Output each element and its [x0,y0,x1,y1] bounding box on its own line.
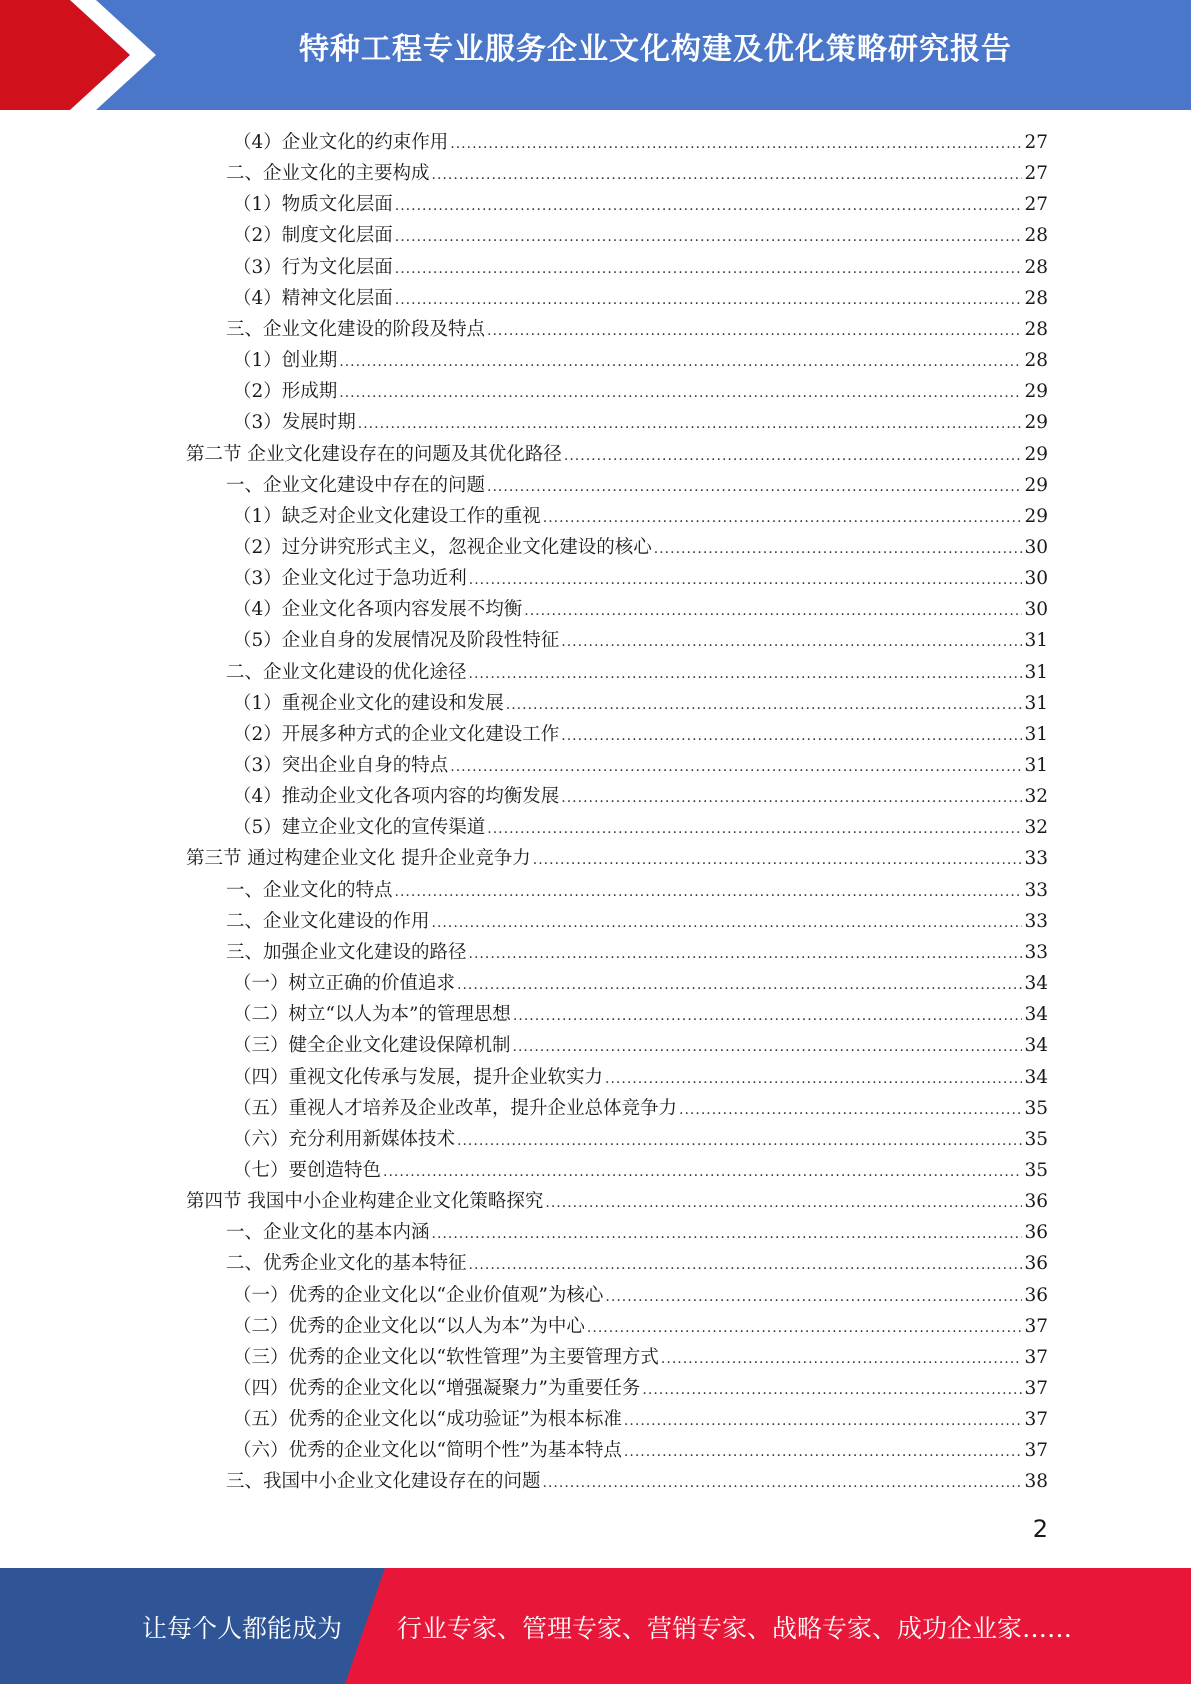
toc-leader-dots [432,1217,1023,1250]
toc-entry[interactable] [226,1248,1048,1279]
toc-leader-dots [450,750,1022,783]
toc-entry-page: 29 [1024,474,1048,496]
toc-leader-dots [533,843,1023,876]
toc-leader-dots [543,501,1023,534]
toc-entry-page: 30 [1024,568,1048,590]
toc-entry-title: （3）突出企业自身的特点 [233,755,449,776]
toc-entry[interactable] [233,688,1048,719]
toc-entry-page: 33 [1024,910,1048,932]
toc-entry-page: 28 [1024,350,1048,372]
toc-entry[interactable] [186,843,1048,874]
toc-entry-page: 28 [1024,287,1048,309]
toc-entry-title: （1）缺乏对企业文化建设工作的重视 [233,505,541,527]
toc-entry[interactable] [233,127,1048,158]
toc-entry-page: 28 [1024,318,1048,340]
toc-leader-dots [642,1373,1022,1406]
toc-leader-dots [469,657,1023,690]
toc-entry-title: （2）制度文化层面 [233,225,393,247]
toc-entry-page: 36 [1024,1191,1048,1213]
toc-entry-page: 37 [1024,1409,1048,1431]
toc-leader-dots [450,127,1022,160]
toc-leader-dots [339,376,1022,409]
toc-entry-title: （2）形成期 [233,381,338,403]
toc-entry-page: 31 [1024,630,1048,652]
toc-leader-dots [432,906,1023,939]
toc-entry-title: （三）健全企业文化建设保障机制 [233,1035,511,1057]
toc-entry-title: （六）优秀的企业文化以“简明个性”为基本特点 [233,1440,622,1462]
toc-entry-page: 31 [1024,755,1048,776]
toc-entry[interactable] [233,1124,1048,1155]
toc-entry-title: （七）要创造特色 [233,1159,382,1181]
toc-entry-page: 37 [1024,1315,1048,1337]
toc-entry-page: 35 [1024,1159,1048,1181]
toc-leader-dots [339,345,1022,378]
toc-leader-dots [487,314,1022,347]
toc-entry[interactable] [233,407,1048,438]
toc-entry-page: 35 [1024,1128,1048,1150]
toc-entry-title: （3）发展时期 [233,412,356,434]
page-footer [0,1568,1191,1684]
toc-leader-dots [395,220,1023,253]
toc-entry-page: 31 [1024,661,1048,683]
toc-entry-title: 一、企业文化建设中存在的问题 [226,474,486,496]
toc-entry[interactable] [226,1466,1048,1497]
toc-entry-page: 34 [1024,973,1048,995]
toc-entry-title: （二）树立“以人为本”的管理思想 [233,1004,511,1026]
toc-leader-dots [395,283,1023,316]
toc-entry[interactable] [226,1217,1048,1248]
toc-entry-page: 29 [1024,381,1048,403]
toc-entry[interactable] [226,314,1048,345]
toc-entry-page: 33 [1024,848,1048,870]
toc-leader-dots [561,625,1022,658]
toc-entry-page: 36 [1024,1284,1048,1306]
toc-entry-title: （2）过分讲究形式主义，忽视企业文化建设的核心 [233,536,652,558]
toc-entry-page: 31 [1024,723,1048,745]
toc-entry-page: 27 [1024,163,1048,185]
toc-entry-title: （五）优秀的企业文化以“成功验证”为根本标准 [233,1409,622,1431]
toc-entry-title: （一）树立正确的价值追求 [233,973,456,995]
toc-entry[interactable] [233,283,1048,314]
toc-leader-dots [513,999,1023,1032]
toc-entry-page: 33 [1024,879,1048,901]
toc-entry-title: 第三节 通过构建企业文化 提升企业竞争力 [186,848,531,870]
toc-entry-page: 29 [1024,412,1048,434]
toc-entry-title: （4）企业文化的约束作用 [233,132,449,153]
toc-entry-title: （二）优秀的企业文化以“以人为本”为中心 [233,1315,585,1337]
toc-entry[interactable] [233,625,1048,656]
toc-entry[interactable] [233,345,1048,376]
toc-leader-dots [605,1062,1022,1095]
toc-entry[interactable] [233,594,1048,625]
toc-leader-dots [457,1124,1022,1157]
toc-entry-page: 32 [1024,817,1048,839]
toc-entry-title: 二、优秀企业文化的基本特征 [226,1253,467,1275]
report-title: 特种工程专业服务企业文化构建及优化策略研究报告 [299,32,1012,67]
toc-entry-title: （5）企业自身的发展情况及阶段性特征 [233,630,560,652]
toc-entry-title: 第二节 企业文化建设存在的问题及其优化路径 [186,443,562,465]
toc-leader-dots [605,1280,1022,1313]
toc-entry-title: （4）企业文化各项内容发展不均衡 [233,599,523,621]
toc-entry-page: 37 [1024,1378,1048,1399]
toc-entry-title: （一）优秀的企业文化以“企业价值观”为核心 [233,1284,604,1306]
toc-leader-dots [624,1435,1023,1468]
toc-entry-title: 一、企业文化的特点 [226,879,393,901]
toc-entry[interactable] [233,781,1048,812]
toc-entry[interactable] [233,501,1048,532]
page-number: 2 [1032,1515,1048,1543]
toc-entry[interactable] [226,657,1048,688]
toc-entry[interactable] [233,1342,1048,1373]
toc-leader-dots [487,812,1022,845]
toc-entry[interactable] [186,1186,1048,1217]
toc-entry-title: （4）推动企业文化各项内容的均衡发展 [233,786,560,808]
toc-leader-dots [395,875,1023,908]
toc-entry[interactable] [226,875,1048,906]
toc-entry-title: （1）创业期 [233,350,338,372]
toc-leader-dots [661,1342,1023,1375]
toc-leader-dots [679,1093,1022,1126]
toc-entry-page: 36 [1024,1253,1048,1275]
toc-entry[interactable] [233,999,1048,1030]
toc-leader-dots [469,1248,1023,1281]
toc-entry[interactable] [226,937,1048,968]
toc-leader-dots [432,158,1023,191]
toc-entry[interactable] [233,812,1048,843]
toc-leader-dots [561,781,1022,814]
toc-entry-page: 34 [1024,1004,1048,1026]
toc-entry-page: 35 [1024,1097,1048,1119]
toc-entry[interactable] [233,376,1048,407]
toc-entry-title: 一、企业文化的基本内涵 [226,1222,430,1244]
toc-entry-title: （四）重视文化传承与发展，提升企业软实力 [233,1066,604,1088]
toc-entry-page: 34 [1024,1066,1048,1088]
toc-entry[interactable] [233,1280,1048,1311]
toc-entry-page: 27 [1024,132,1048,153]
toc-entry-page: 30 [1024,536,1048,558]
toc-entry-title: （5）建立企业文化的宣传渠道 [233,817,486,839]
toc-entry[interactable] [186,439,1048,470]
toc-entry-page: 37 [1024,1440,1048,1462]
toc-entry-title: 三、加强企业文化建设的路径 [226,941,467,963]
toc-entry[interactable] [226,906,1048,937]
toc-entry-page: 28 [1024,256,1048,278]
toc-entry[interactable] [233,1093,1048,1124]
toc-leader-dots [524,594,1022,627]
toc-entry-title: 第四节 我国中小企业构建企业文化策略探究 [186,1191,544,1213]
toc-entry-title: （4）精神文化层面 [233,287,393,309]
toc-entry-title: （1）物质文化层面 [233,194,393,216]
toc-entry-title: （3）企业文化过于急功近利 [233,568,467,590]
toc-entry[interactable] [233,1155,1048,1186]
toc-entry-title: 二、企业文化建设的优化途径 [226,661,467,683]
toc-leader-dots [543,1466,1023,1499]
toc-leader-dots [457,968,1022,1001]
toc-entry[interactable] [233,1030,1048,1061]
footer-slogan: 让每个人都能成为 [142,1614,343,1643]
toc-entry[interactable] [233,719,1048,750]
toc-leader-dots [654,532,1023,565]
toc-entry-title: （2）开展多种方式的企业文化建设工作 [233,723,560,745]
toc-entry-title: 二、企业文化建设的作用 [226,910,430,932]
toc-entry-title: （1）重视企业文化的建设和发展 [233,692,504,714]
toc-entry[interactable] [233,252,1048,283]
toc-entry-page: 33 [1024,941,1048,963]
toc-entry[interactable] [233,750,1048,781]
toc-leader-dots [506,688,1023,721]
toc-entry[interactable] [233,189,1048,220]
toc-entry-page: 29 [1024,505,1048,527]
toc-entry[interactable] [233,563,1048,594]
footer-roles: 行业专家、管理专家、营销专家、战略专家、成功企业家…… [397,1614,1073,1643]
toc-leader-dots [469,937,1023,970]
toc-leader-dots [395,252,1023,285]
toc-entry-page: 31 [1024,692,1048,714]
toc-entry-title: 三、企业文化建设的阶段及特点 [226,318,486,340]
toc-leader-dots [469,563,1023,596]
toc-entry-title: （五）重视人才培养及企业改革，提升企业总体竞争力 [233,1097,678,1119]
toc-entry-page: 27 [1024,194,1048,216]
toc-entry[interactable] [226,470,1048,501]
toc-entry-page: 38 [1024,1471,1048,1493]
toc-leader-dots [513,1030,1023,1063]
toc-entry-title: （四）优秀的企业文化以“增强凝聚力”为重要任务 [233,1378,641,1399]
toc-entry-page: 34 [1024,1035,1048,1057]
toc-leader-dots [358,407,1023,440]
toc-entry[interactable] [233,968,1048,999]
toc-entry[interactable] [233,1311,1048,1342]
toc-entry[interactable] [233,1404,1048,1435]
toc-leader-dots [587,1311,1023,1344]
toc-entry-page: 29 [1024,443,1048,465]
toc-entry-title: （3）行为文化层面 [233,256,393,278]
toc-leader-dots [395,189,1023,222]
page-header [0,0,1191,110]
toc-entry-title: （六）充分利用新媒体技术 [233,1128,456,1150]
toc-leader-dots [624,1404,1023,1437]
toc-entry-page: 28 [1024,225,1048,247]
toc-entry-page: 36 [1024,1222,1048,1244]
toc-leader-dots [383,1155,1022,1188]
toc-entry-title: 二、企业文化的主要构成 [226,163,430,185]
toc-leader-dots [564,439,1023,472]
toc-entry[interactable] [233,220,1048,251]
toc-entry-page: 30 [1024,599,1048,621]
toc-entry[interactable] [233,1062,1048,1093]
toc-entry-page: 37 [1024,1346,1048,1368]
toc-entry[interactable] [233,1373,1048,1404]
toc-leader-dots [545,1186,1022,1219]
toc-entry[interactable] [233,1435,1048,1466]
toc-leader-dots [487,470,1022,503]
toc-entry-title: 三、我国中小企业文化建设存在的问题 [226,1471,541,1493]
toc-entry[interactable] [233,532,1048,563]
toc-entry[interactable] [226,158,1048,189]
toc-entry-title: （三）优秀的企业文化以“软性管理”为主要管理方式 [233,1346,659,1368]
toc-leader-dots [561,719,1022,752]
toc-entry-page: 32 [1024,786,1048,808]
